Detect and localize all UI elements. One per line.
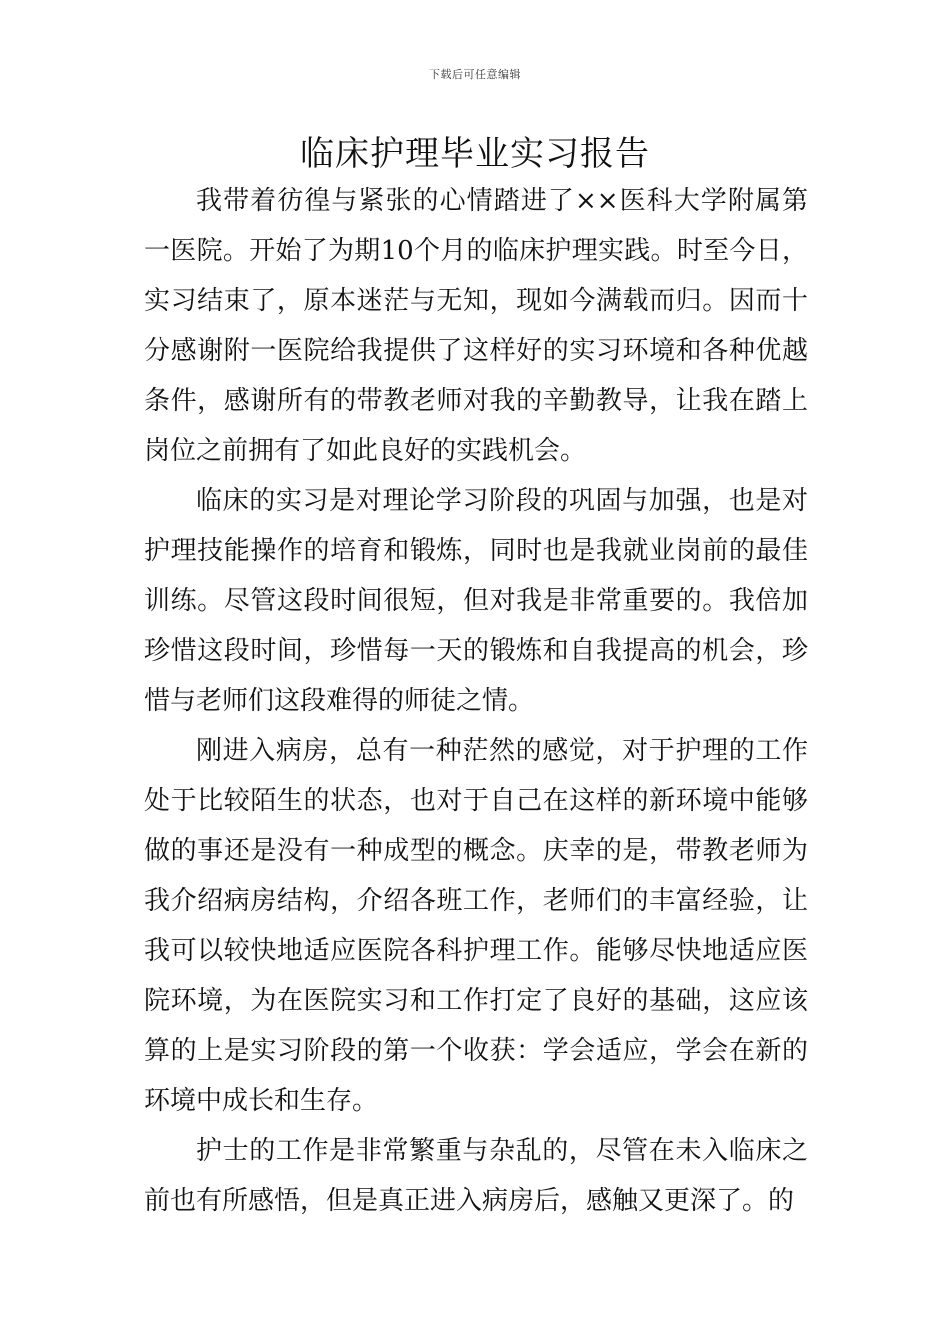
paragraph-1: 我带着彷徨与紧张的心情踏进了××医科大学附属第一医院。开始了为期10个月的临床护理实践。时至今日，实习结束了，原本迷茫与无知，现如今满载而归。因而十分感谢附一医院给我提供了这样好的实习环境和各种优越条件，感谢所有的带教老师对我的辛勤教导，让我在踏上岗位之前拥有了如此良好的实践机会。 xyxy=(144,186,808,466)
document-title: 临床护理毕业实习报告 xyxy=(300,134,650,174)
document-body xyxy=(144,176,808,1226)
header-note: 下载后可任意编辑 xyxy=(429,68,521,81)
paragraph-3: 刚进入病房，总有一种茫然的感觉，对于护理的工作处于比较陌生的状态，也对于自己在这样的新环境中能够做的事还是没有一种成型的概念。庆幸的是，带教老师为我介绍病房结构，介绍各班工作，老师们的丰富经验，让我可以较快地适应医院各科护理工作。能够尽快地适应医院环境，为在医院实习和工作打定了良好的基础，这应该算的上是实习阶段的第一个收获：学会适应，学会在新的环境中成长和生存。 xyxy=(144,736,808,1116)
paragraph-2: 临床的实习是对理论学习阶段的巩固与加强，也是对护理技能操作的培育和锻炼，同时也是我就业岗前的最佳训练。尽管这段时间很短，但对我是非常重要的。我倍加珍惜这段时间，珍惜每一天的锻炼和自我提高的机会，珍惜与老师们这段难得的师徒之情。 xyxy=(144,486,808,716)
paragraph-4: 护士的工作是非常繁重与杂乱的，尽管在未入临床之前也有所感悟，但是真正进入病房后，感触又更深了。的 xyxy=(144,1136,808,1216)
